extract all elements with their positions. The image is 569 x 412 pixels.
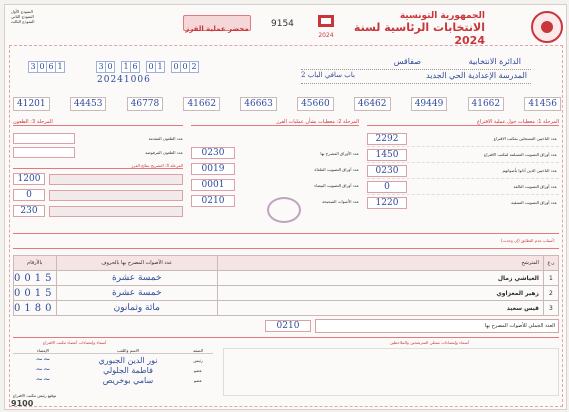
left-values: 1200 0 230: [13, 171, 183, 219]
table-row: 0180 مائة وثمانون قيس سعيد 3: [14, 301, 559, 316]
s1-row: 2292 عدد الناخبين المسجلين بمكتب الاقتراع: [367, 131, 559, 147]
s1-row: 0 عدد أوراق التصويت التالفة: [367, 179, 559, 195]
section-4-header: المرحلة 4: التصريح بنتائج الفرز: [13, 163, 183, 169]
election-logo-icon: [310, 13, 342, 41]
meta-left: النموذج الأول النموذج الثاني النموذج الثالث: [11, 9, 35, 24]
number-box-3: 46778: [127, 97, 164, 111]
number-box-6: 45660: [297, 97, 334, 111]
section-2-header: المرحلة 2: معطيات بشأن عمليات الفرز: [191, 119, 359, 126]
center-line: المدرسة الإعدادية الحي الجديد 2 باب سافي الباب: [301, 71, 531, 84]
number-box-7: 46462: [354, 97, 391, 111]
total-row: 0210 العدد الجملي للأصوات المصرح بها: [265, 319, 559, 333]
signatures-area: أسماء وإمضاءات أعضاء مكتب الاقتراع أسماء وإمضاءات ممثلي المترشحين والملاحظين الإمضاء الاسم واللقب الصفة ~~ نور الدين الجبوري رئيس ~~ فاطمة الجلولي عضو ~~ سامي بوخريص عضو: [13, 337, 559, 400]
number-box-5: 46663: [240, 97, 277, 111]
s2-row: 0019 عدد أوراق التصويت الملغاة: [191, 161, 359, 177]
number-box-2: 44453: [70, 97, 107, 111]
number-box-4: 41662: [183, 97, 220, 111]
form-sheet: [4, 4, 567, 410]
s1-row: 1450 عدد أوراق التصويت المسلمة لمكتب الاقتراع: [367, 147, 559, 163]
members-list: [13, 355, 213, 385]
date-field: 20241006: [97, 75, 151, 85]
section-1-rows: [367, 131, 559, 210]
table-row: 0015 خمسة عشرة زهير المغزاوي 2: [14, 286, 559, 301]
delegation-line: صفاقس الدائرة الانتخابية: [301, 57, 531, 70]
table-row: 0015 خمسة عشرة العياشي زمال 1: [14, 271, 559, 286]
form-title-box: محضر عملية الفرز: [183, 15, 251, 31]
page-code: 9100: [11, 399, 34, 408]
form-number: 9154: [271, 19, 294, 29]
signature-scribble: ~~: [35, 355, 51, 365]
section-1-header: المرحلة 1: معطيات حول عملية الاقتراع: [367, 119, 559, 126]
list-item: ~~ سامي بوخريص عضو: [13, 375, 213, 385]
number-box-8: 49449: [411, 97, 448, 111]
number-box-1: 41201: [13, 97, 50, 111]
signature-scribble: ~~: [35, 365, 51, 375]
footer-note: توقيع رئيس مكتب الاقتراع: [13, 393, 57, 398]
list-item: ~~ نور الدين الجبوري رئيس: [13, 355, 213, 365]
number-box-10: 41456: [524, 97, 561, 111]
code-cells: 3 0 1 6 0 1 0 0 2: [97, 61, 199, 73]
s2-row: 0230 عدد الأوراق المصرح بها: [191, 145, 359, 161]
s3-row: عدد الطعون المرفوضة: [13, 145, 183, 159]
office-code: 3 0 6 1: [29, 61, 65, 73]
reps-signature-box: [223, 348, 559, 396]
s2-row: 0001 عدد أوراق التصويت البيضاء: [191, 177, 359, 193]
list-item: ~~ فاطمة الجلولي عضو: [13, 365, 213, 375]
number-box-9: 41662: [468, 97, 505, 111]
header-titles: الجمهورية التونسية الانتخابات الرئاسية لسنة 2024: [353, 11, 485, 47]
mismatch-reasons: أسباب عدم التطابق (إن وجدت):: [13, 233, 559, 249]
section-3-rows: [13, 131, 183, 159]
section-3-header: المرحلة 3: الطعون: [13, 119, 183, 126]
election-logo: [310, 13, 342, 41]
candidates-header-row: بالأرقام عدد الأصوات المصرح بها بالحروف المترشح ر.ع: [14, 256, 559, 271]
tunisia-emblem-icon: [531, 11, 563, 43]
top-number-boxes: [13, 97, 561, 111]
candidates-table: [13, 255, 559, 316]
s1-row: 0230 عدد الناخبين الذين أدلوا بأصواتهم: [367, 163, 559, 179]
s3-row: عدد الطعون المقدمة: [13, 131, 183, 145]
s2-row: 0210 عدد الأصوات الصحيحة: [191, 193, 359, 209]
official-stamp-icon: [267, 197, 301, 223]
signature-scribble: ~~: [35, 375, 51, 385]
s1-row: 1220 عدد أوراق التصويت المتبقية: [367, 195, 559, 210]
svg-text:2024: 2024: [318, 32, 334, 39]
